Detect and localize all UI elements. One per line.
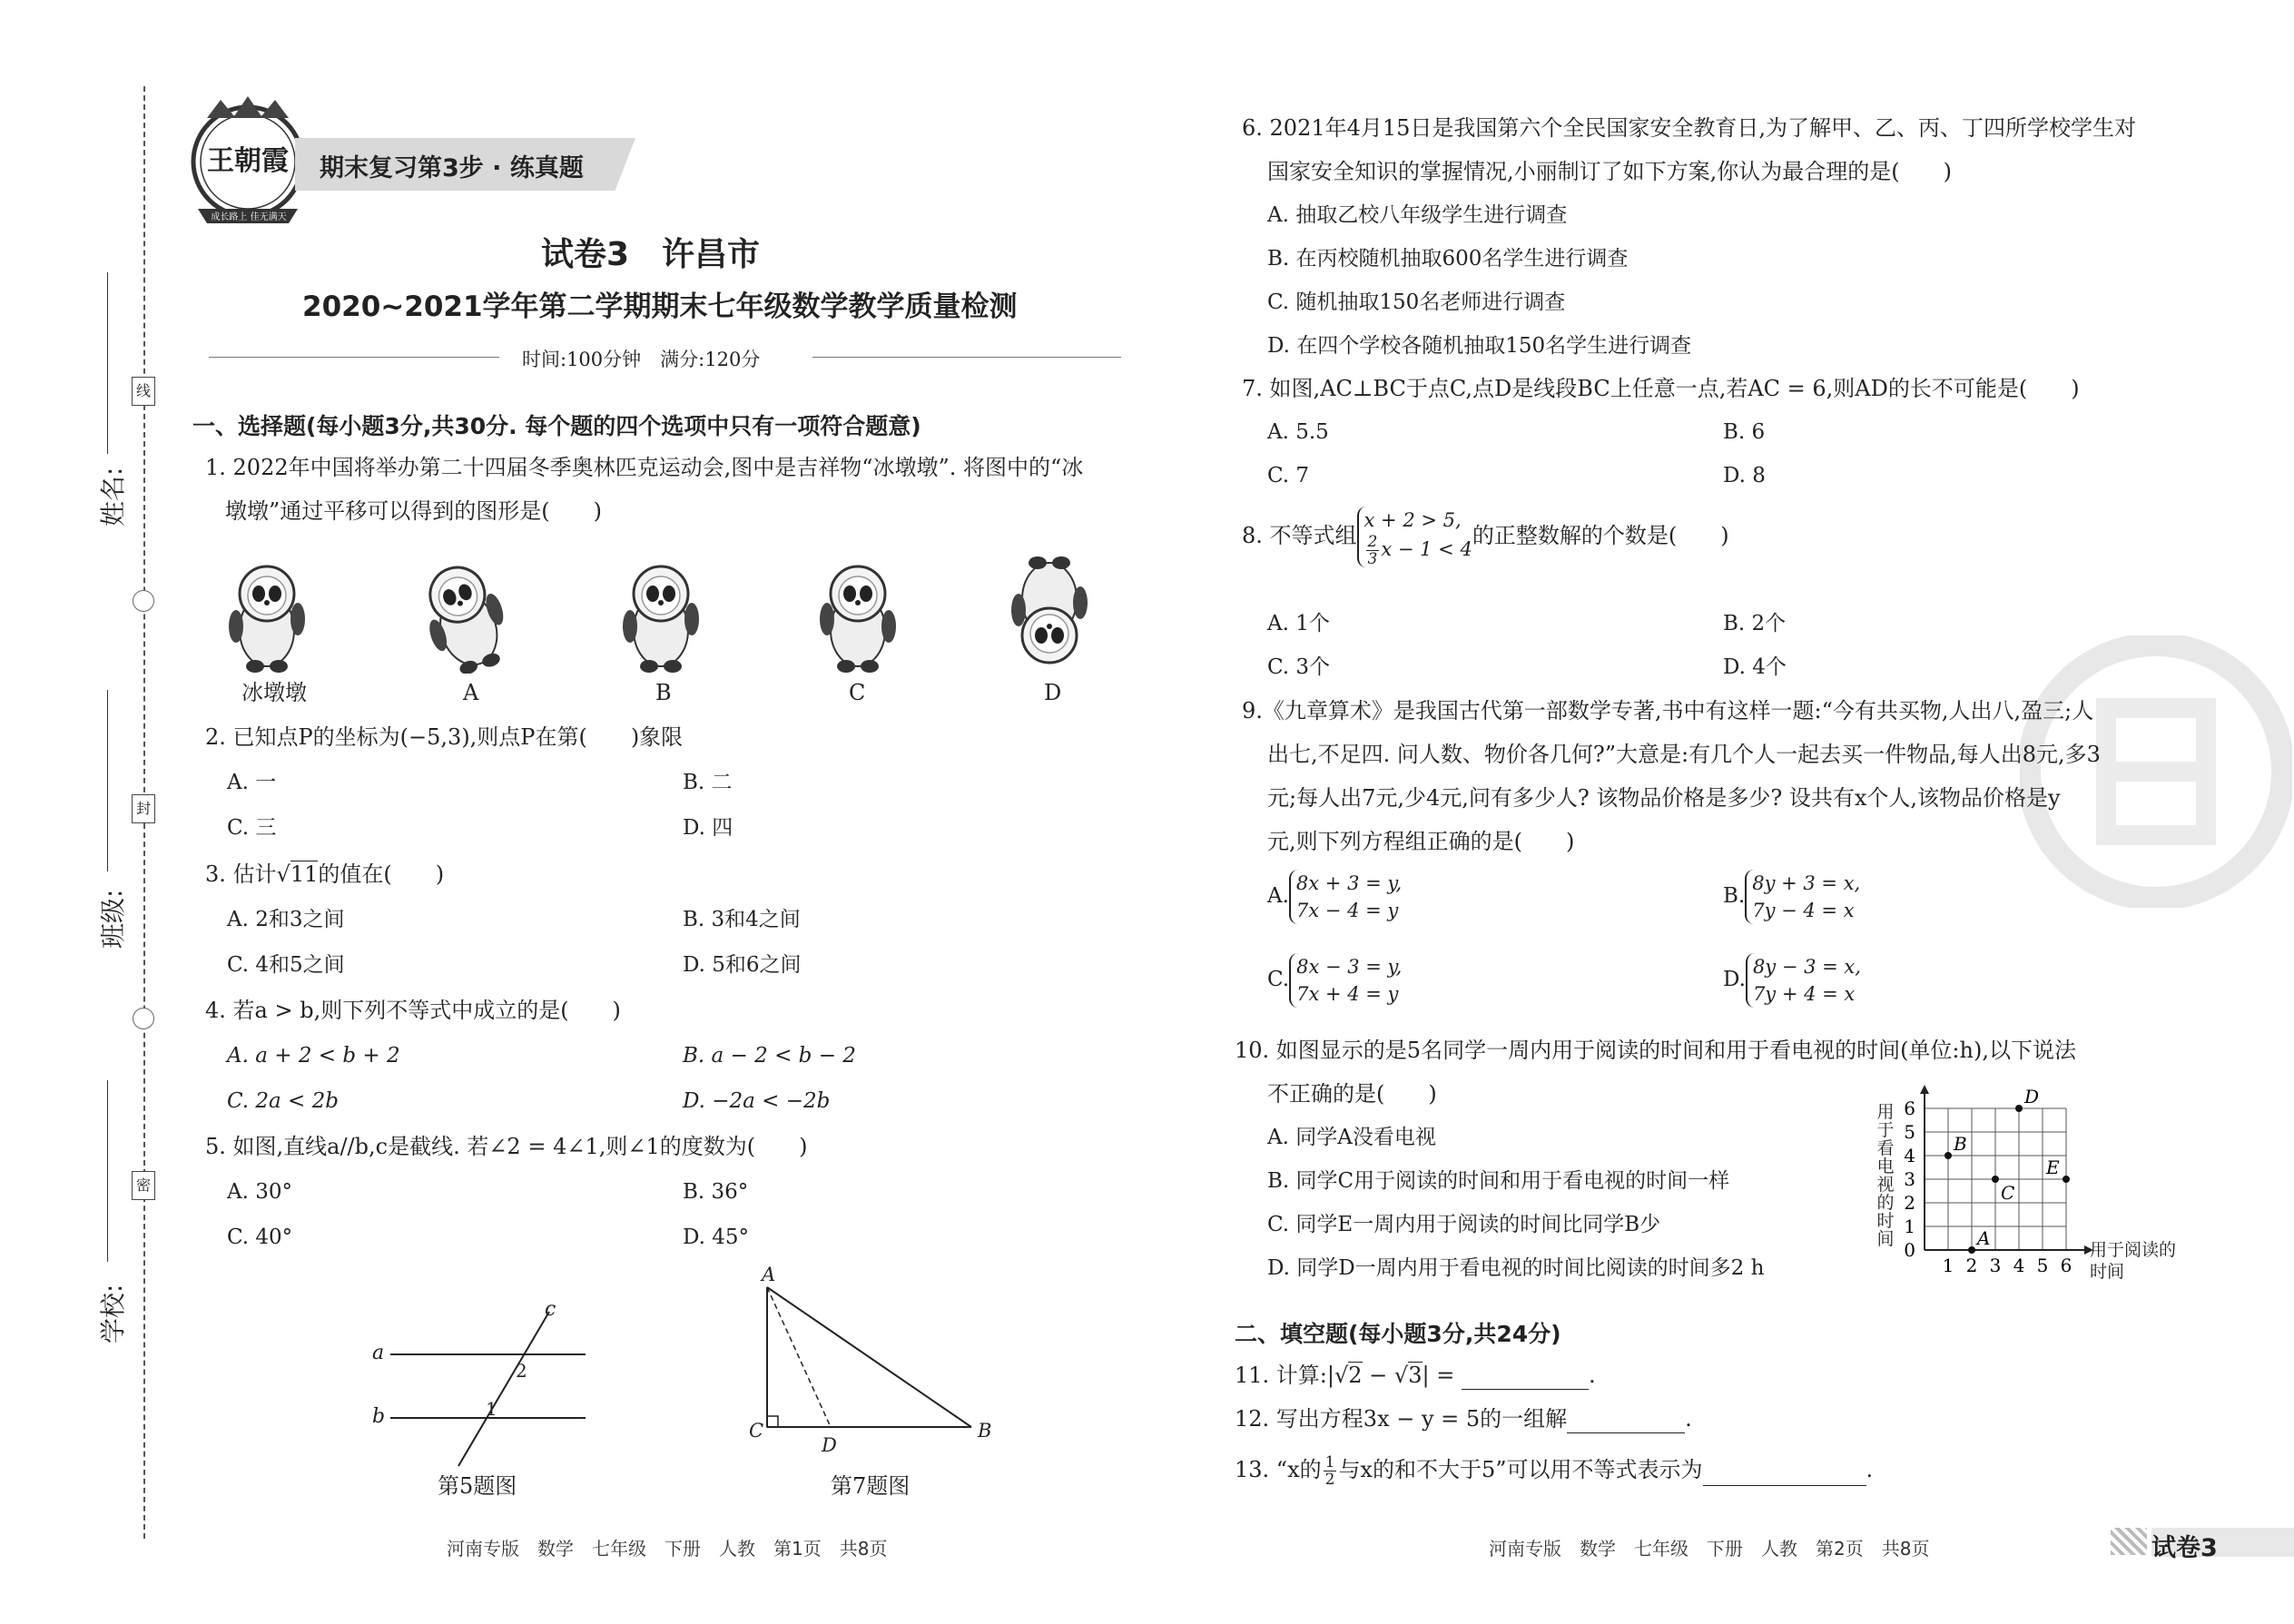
q10-option-d[interactable]: D. 同学D一周内用于看电视的时间比阅读的时间多2 h	[1267, 1256, 1765, 1280]
q13: 13. “x的 $\frac{1}{2}$ 与x的和不大于5”可以用不等式表示为 .	[1235, 1453, 1874, 1489]
q4-option-c[interactable]: C. 2a < 2b	[227, 1089, 339, 1113]
x-tick-label: 4	[2013, 1255, 2025, 1276]
q9-line2: 出七,不足四. 问人数、物价各几何?”大意是:有几个人一起去买一件物品,每人出8元,多3	[1267, 742, 2101, 767]
q8-post: 的正整数解的个数是( )	[1472, 523, 1729, 548]
q9-option-d[interactable]	[1723, 953, 1861, 1008]
q5-stem: 5. 如图,直线a//b,c是截线. 若∠2 = 4∠1,则∠1的度数为( )	[205, 1134, 808, 1159]
fig7-label-c: C	[749, 1420, 764, 1442]
q9-a-system	[1289, 870, 1402, 924]
q7-option-d[interactable]: D. 8	[1723, 464, 1766, 487]
q13-pre: 13. “x的	[1235, 1457, 1322, 1482]
q9-c-eq1: 8x − 3 = y,	[1296, 956, 1403, 978]
mascot-original	[223, 556, 310, 674]
q8-pre: 8. 不等式组	[1242, 523, 1357, 548]
q2-stem: 2. 已知点P的坐标为(−5,3),则点P在第( )象限	[205, 724, 684, 750]
y-tick-label: 5	[1904, 1121, 1915, 1143]
q5-option-b[interactable]: B. 36°	[683, 1180, 749, 1204]
q11: 11. 计算:|√2 − √3| = .	[1235, 1363, 1596, 1388]
x-tick-label: 6	[2060, 1255, 2072, 1276]
q9-option-a[interactable]	[1267, 870, 1402, 924]
q12-text: 12. 写出方程3x − y = 5的一组解	[1235, 1406, 1568, 1432]
corner-tag-pattern	[2111, 1528, 2147, 1555]
name-label: 姓名:	[98, 467, 128, 527]
q10-line2: 不正确的是( )	[1267, 1081, 1437, 1107]
exam-subtitle: 2020~2021学年第二学期期末七年级数学教学质量检测	[302, 290, 1018, 323]
logo-subtext: 成长路上 佳无满天	[211, 212, 287, 222]
mascot-option-d	[1006, 556, 1093, 674]
q13-post: 与x的和不大于5”可以用不等式表示为	[1338, 1457, 1703, 1482]
q9-a-label: A.	[1267, 884, 1289, 908]
q5-option-d[interactable]: D. 45°	[683, 1225, 750, 1249]
q10-line1: 10. 如图显示的是5名同学一周内用于阅读的时间和用于看电视的时间(单位:h),以下说法	[1235, 1038, 2076, 1063]
q4-option-b[interactable]: B. a − 2 < b − 2	[683, 1044, 856, 1068]
y-tick-label: 2	[1904, 1192, 1915, 1214]
q3-stem	[205, 861, 444, 888]
footer-left: 河南专版 数学 七年级 下册 人教 第1页 共8页	[447, 1538, 888, 1560]
x-tick-label: 2	[1965, 1255, 1978, 1276]
q9-c-system	[1289, 953, 1402, 1008]
data-label-d: D	[2024, 1086, 2040, 1107]
q13-fraction	[1324, 1454, 1337, 1488]
q10-option-a[interactable]: A. 同学A没看电视	[1267, 1126, 1436, 1149]
y-axis-arrow	[1920, 1085, 1929, 1094]
q3-option-d[interactable]: D. 5和6之间	[683, 953, 802, 977]
sqrt-symbol: √	[276, 861, 290, 887]
q8-eq1: x + 2 > 5,	[1364, 509, 1462, 531]
q1-caption-d: D	[1044, 680, 1062, 705]
q9-line1: 9.《九章算术》是我国古代第一部数学专著,书中有这样一题:“今有共买物,人出八,盈三;人	[1242, 698, 2094, 723]
q10-option-c[interactable]: C. 同学E一周内用于阅读的时间比同学B少	[1267, 1213, 1661, 1236]
mascot-option-c	[814, 556, 901, 674]
fig5-label-b: b	[372, 1405, 386, 1428]
fig5-label-a: a	[372, 1342, 385, 1364]
q2-option-b[interactable]: B. 二	[683, 771, 733, 794]
q8-eq2	[1364, 534, 1472, 567]
q8-option-b[interactable]: B. 2个	[1723, 612, 1787, 635]
q12: 12. 写出方程3x − y = 5的一组解 .	[1235, 1406, 1692, 1432]
q1-line1: 1. 2022年中国将举办第二十四届冬季奥林匹克运动会,图中是吉祥物“冰墩墩”. 将图中的“冰	[205, 455, 1084, 480]
q3-option-a[interactable]: A. 2和3之间	[227, 908, 345, 931]
q9-d-eq2: 7y + 4 = x	[1752, 983, 1856, 1005]
q9-option-b[interactable]	[1723, 870, 1860, 924]
title-rule-right	[812, 357, 1121, 358]
fig5-label-2: 2	[516, 1360, 527, 1382]
q9-b-label: B.	[1723, 884, 1746, 908]
q10-ylabel: 用于看电视的时间	[1876, 1102, 1895, 1249]
q1-caption-a: A	[463, 680, 479, 705]
y-tick-label: 3	[1904, 1168, 1915, 1190]
q1-caption-original: 冰墩墩	[241, 680, 307, 705]
q8-option-c[interactable]: C. 3个	[1267, 655, 1331, 679]
q13-frac-den: 2	[1324, 1471, 1335, 1489]
y-tick-label: 0	[1904, 1239, 1915, 1261]
q1-line2: 墩墩”通过平移可以得到的图形是( )	[225, 498, 602, 524]
data-label-c: C	[2001, 1182, 2015, 1204]
q9-d-system	[1746, 953, 1861, 1008]
q3-option-b[interactable]: B. 3和4之间	[683, 908, 801, 931]
q9-b-system	[1745, 870, 1860, 924]
q5-option-a[interactable]: A. 30°	[227, 1180, 292, 1204]
x-tick-label: 5	[2036, 1255, 2049, 1276]
figure-q5	[363, 1289, 617, 1471]
q10-chart	[1870, 1085, 2197, 1294]
exam-title: 试卷3 许昌市	[541, 236, 761, 273]
binding-mark-feng: 封	[132, 794, 155, 823]
q9-c-label: C.	[1267, 968, 1290, 991]
q9-d-eq1: 8y − 3 = x,	[1752, 956, 1861, 978]
q6-line1: 6. 2021年4月15日是我国第六个全民国家安全教育日,为了解甲、乙、丙、丁四所学校学生对	[1242, 115, 2137, 141]
q13-answer-blank[interactable]	[1703, 1454, 1866, 1486]
q3-radicand: 11	[290, 861, 319, 887]
mascot-option-a	[420, 556, 507, 674]
corner-tag: 试卷3	[2151, 1534, 2218, 1562]
q4-option-d[interactable]: D. −2a < −2b	[683, 1089, 831, 1113]
q11-mid: −	[1362, 1363, 1394, 1388]
x-tick-label: 1	[1942, 1255, 1954, 1276]
fig7-label-a: A	[762, 1264, 776, 1285]
q6-line2: 国家安全知识的掌握情况,小丽制订了如下方案,你认为最合理的是( )	[1267, 159, 1952, 184]
line-c	[458, 1312, 549, 1466]
banner-text: 期末复习第3步 · 练真题	[320, 154, 584, 182]
q9-line4: 元,则下列方程组正确的是( )	[1267, 829, 1575, 854]
q8-stem	[1242, 507, 1729, 567]
school-label: 学校:	[98, 1284, 128, 1343]
logo-text: 王朝霞	[207, 145, 289, 177]
q13-frac-num: 1	[1324, 1453, 1335, 1471]
data-label-b: B	[1954, 1133, 1967, 1155]
data-label-a: A	[1977, 1227, 1991, 1249]
q2-option-a[interactable]: A. 一	[227, 771, 277, 794]
data-point-c	[1992, 1176, 1999, 1183]
q2-option-c[interactable]: C. 三	[227, 816, 277, 840]
q2-option-d[interactable]: D. 四	[683, 816, 733, 840]
sqrt-symbol: √	[1393, 1363, 1409, 1388]
q9-option-c[interactable]	[1267, 953, 1402, 1008]
q8-frac-den: 3	[1367, 550, 1378, 568]
fig5-label-1: 1	[486, 1398, 497, 1420]
data-point-e	[2063, 1176, 2070, 1183]
mascot-option-b	[617, 556, 704, 674]
q9-line3: 元;每人出7元,少4元,问有多少人? 该物品价格是多少? 设共有x个人,该物品价格是y	[1267, 785, 2061, 811]
y-tick-label: 6	[1904, 1097, 1915, 1119]
q3-option-c[interactable]: C. 4和5之间	[227, 953, 345, 977]
q8-fraction	[1366, 534, 1380, 567]
q9-d-label: D.	[1723, 968, 1746, 991]
q11-radicand-2: 3	[1408, 1363, 1423, 1388]
q9-a-eq1: 8x + 3 = y,	[1295, 872, 1403, 894]
binding-hole-2	[133, 1008, 154, 1029]
school-field[interactable]	[107, 1080, 108, 1262]
q6-option-c[interactable]: C. 随机抽取150名老师进行调查	[1267, 290, 1566, 314]
binding-mark-mi: 密	[132, 1171, 155, 1200]
footer-right: 河南专版 数学 七年级 下册 人教 第2页 共8页	[1489, 1538, 1930, 1560]
title-rule-left	[209, 357, 499, 358]
q10-xlabel: 用于阅读的时间	[2090, 1240, 2177, 1282]
y-tick-label: 1	[1904, 1216, 1915, 1237]
watermark-seal	[2020, 635, 2292, 908]
q1-caption-b: B	[655, 680, 672, 705]
fig7-label-d: D	[822, 1434, 837, 1456]
q8-option-a[interactable]: A. 1个	[1267, 612, 1330, 635]
data-label-e: E	[2046, 1156, 2060, 1178]
q11-radicand-1: 2	[1348, 1363, 1363, 1388]
q11-pre: 11. 计算:|	[1235, 1363, 1334, 1388]
binding-hole-1	[133, 590, 154, 612]
q7-option-c[interactable]: C. 7	[1267, 464, 1310, 487]
section2-heading: 二、填空题(每小题3分,共24分)	[1235, 1321, 1561, 1347]
binding-mark-xian: 线	[132, 377, 155, 406]
q9-c-eq2: 7x + 4 = y	[1296, 983, 1399, 1005]
fig7-label-b: B	[978, 1420, 992, 1442]
q11-post: | =	[1422, 1363, 1462, 1388]
q12-answer-blank[interactable]	[1567, 1405, 1685, 1433]
q6-option-a[interactable]: A. 抽取乙校八年级学生进行调查	[1267, 203, 1568, 227]
q4-stem: 4. 若a > b,则下列不等式中成立的是( )	[205, 998, 621, 1023]
q7-option-b[interactable]: B. 6	[1723, 420, 1766, 444]
q3-stem-post: 的值在( )	[318, 861, 445, 887]
class-field[interactable]	[107, 690, 108, 871]
name-field[interactable]	[107, 272, 108, 454]
q4-option-a[interactable]: A. a + 2 < b + 2	[227, 1044, 400, 1068]
q9-b-eq2: 7y − 4 = x	[1752, 900, 1855, 921]
class-label: 班级:	[98, 889, 128, 949]
q1-caption-c: C	[849, 680, 866, 705]
data-point-a	[1968, 1246, 1975, 1254]
q7-option-a[interactable]: A. 5.5	[1267, 420, 1329, 444]
fig5-label-c: c	[545, 1298, 556, 1321]
q6-option-d[interactable]: D. 在四个学校各随机抽取150名学生进行调查	[1267, 334, 1692, 358]
fig7-caption: 第7题图	[831, 1473, 911, 1499]
time-info: 时间:100分钟 满分:120分	[522, 349, 761, 370]
q6-option-b[interactable]: B. 在丙校随机抽取600名学生进行调查	[1267, 247, 1629, 271]
section1-heading: 一、选择题(每小题3分,共30分. 每个题的四个选项中只有一项符合题意)	[192, 413, 921, 439]
q8-system	[1357, 507, 1472, 567]
sqrt-symbol: √	[1334, 1363, 1349, 1388]
q11-answer-blank[interactable]	[1462, 1362, 1589, 1390]
x-tick-label: 3	[1989, 1255, 2002, 1276]
q8-frac-num: 2	[1367, 533, 1378, 551]
q9-b-eq1: 8y + 3 = x,	[1752, 872, 1861, 894]
figure-q7	[749, 1264, 1003, 1456]
q8-eq2-post: x − 1 < 4	[1381, 538, 1472, 560]
q5-option-c[interactable]: C. 40°	[227, 1225, 293, 1249]
fig5-caption: 第5题图	[438, 1473, 517, 1499]
y-tick-label: 4	[1904, 1145, 1915, 1166]
q3-stem-pre: 3. 估计	[205, 861, 277, 887]
q7-stem: 7. 如图,AC⊥BC于点C,点D是线段BC上任意一点,若AC = 6,则AD的长不可能是( )	[1242, 376, 2080, 401]
q9-a-eq2: 7x − 4 = y	[1295, 900, 1399, 921]
q8-option-d[interactable]: D. 4个	[1723, 655, 1787, 679]
data-point-d	[2015, 1105, 2023, 1112]
q10-option-b[interactable]: B. 同学C用于阅读的时间和用于看电视的时间一样	[1267, 1169, 1730, 1193]
data-point-b	[1944, 1152, 1952, 1159]
